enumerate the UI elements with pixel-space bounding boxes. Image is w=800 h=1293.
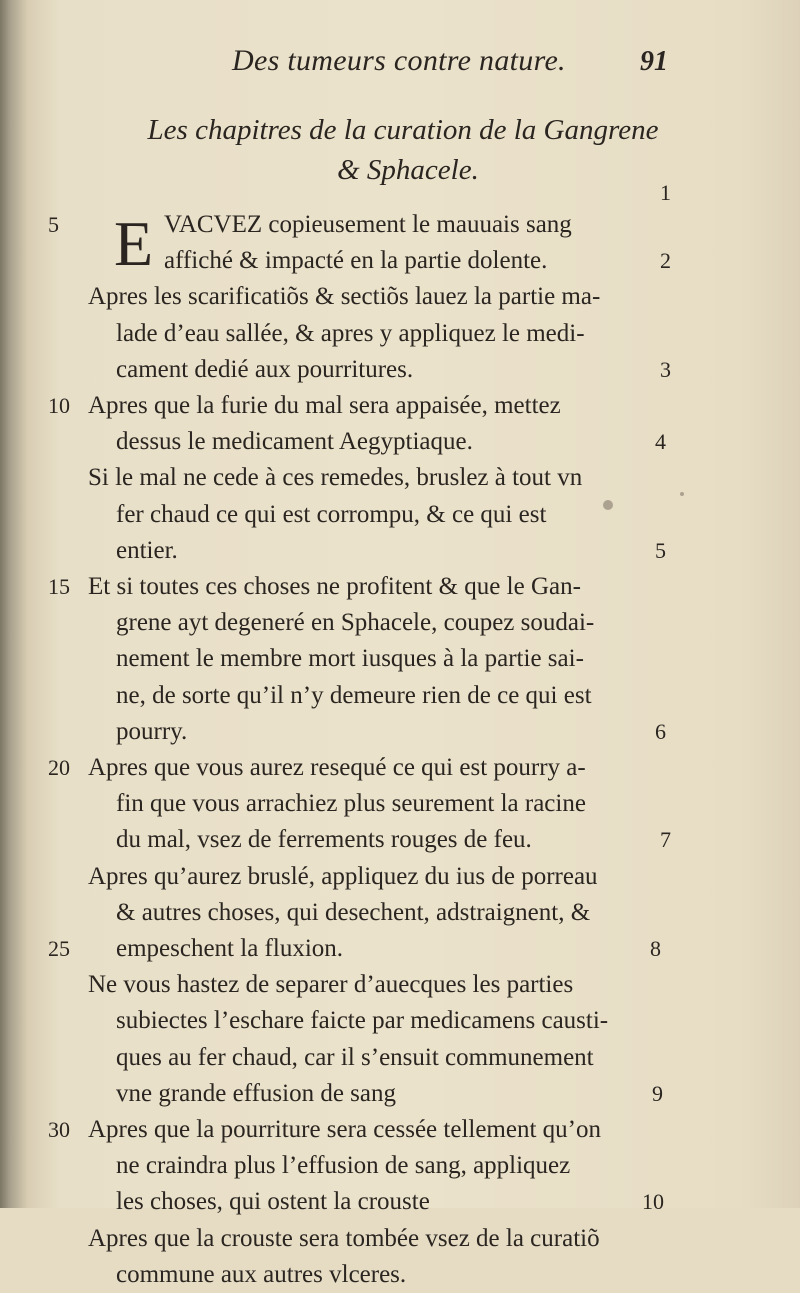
- page-number: 91: [640, 46, 668, 77]
- text-line: [0, 786, 800, 822]
- line-text: Apres qu’aurez bruslé, appliquez du ius de porreau: [88, 862, 598, 890]
- running-title: Des tumeurs contre nature.: [232, 44, 566, 77]
- line-text: Apres que vous aurez resequé ce qui est pourry a-: [88, 754, 586, 781]
- line-text: cament dedié aux pourritures.: [116, 355, 414, 383]
- ink-blot: [603, 500, 613, 510]
- text-line: [0, 243, 800, 279]
- line-text: Ne vous hastez de separer d’auecques les parties: [88, 971, 574, 999]
- line-text: affiché & impacté en la partie dolente.: [164, 247, 548, 275]
- text-line: [0, 1040, 800, 1076]
- text-line: [0, 967, 800, 1003]
- text-line: [0, 569, 800, 605]
- text-line: [0, 1076, 800, 1112]
- line-text: ques au fer chaud, car il s’ensuit communement: [116, 1043, 594, 1071]
- verse-number: 6: [655, 718, 666, 744]
- verse-number: 7: [660, 827, 671, 853]
- line-text: fer chaud ce qui est corrompu, & ce qui est: [116, 500, 547, 528]
- text-line: [0, 279, 800, 315]
- text-line: [0, 207, 800, 243]
- verse-number: 5: [655, 537, 666, 563]
- margin-line-number: 10: [48, 393, 70, 418]
- text-line: [0, 460, 800, 496]
- text-line: [0, 714, 800, 750]
- text-line: [0, 859, 800, 895]
- text-line: [0, 1184, 800, 1220]
- verse-number-1: 1: [660, 180, 671, 205]
- margin-line-number: 25: [48, 936, 70, 961]
- chapter-heading-line-1: Les chapitres de la curation de la Gangrene: [147, 114, 659, 146]
- line-text: Et si toutes ces choses ne profitent & que le Gan-: [88, 573, 581, 600]
- chapter-heading-line-2: & Sphacele.: [337, 154, 479, 186]
- text-line: [0, 1003, 800, 1039]
- text-line: [0, 605, 800, 641]
- verse-number: 8: [650, 936, 661, 961]
- verse-number: 9: [652, 1080, 663, 1106]
- text-line: [0, 1257, 800, 1293]
- drop-cap: E: [114, 208, 154, 279]
- text-line: [0, 750, 800, 786]
- margin-line-number: 30: [48, 1117, 70, 1142]
- line-text: fin que vous arrachiez plus seurement la racine: [116, 790, 586, 818]
- line-text: lade d’eau sallée, & apres y appliquez le medi-: [116, 319, 585, 347]
- ink-speck: [680, 492, 684, 496]
- text-line: [0, 388, 800, 424]
- verse-number: 4: [655, 429, 666, 455]
- line-text: vne grande effusion de sang: [116, 1079, 397, 1107]
- line-text: grene ayt degeneré en Sphacele, coupez soudai-: [116, 609, 595, 637]
- text-line: [0, 931, 800, 967]
- verse-number: 10: [642, 1189, 664, 1215]
- line-text: & autres choses, qui desechent, adstraignent, &: [116, 898, 591, 926]
- margin-line-number: 5: [48, 212, 59, 237]
- line-text: Apres les scarificatiõs & sectiõs lauez la partie ma-: [88, 283, 601, 311]
- line-text: pourry.: [116, 717, 188, 745]
- line-text: commune aux autres vlceres.: [116, 1260, 407, 1288]
- line-text: Apres que la furie du mal sera appaisée, mettez: [88, 392, 561, 419]
- verse-number: 3: [660, 356, 671, 382]
- line-text: ne, de sorte qu’il n’y demeure rien de ce qui est: [116, 681, 592, 709]
- line-text: Apres que la crouste sera tombée vsez de la curatiõ: [88, 1224, 600, 1252]
- line-text: empeschent la fluxion.: [116, 935, 344, 962]
- text-line: [0, 1221, 800, 1257]
- line-text: dessus le medicament Aegyptiaque.: [116, 428, 473, 456]
- line-text: VACVEZ copieusement le mauuais sang: [164, 211, 572, 238]
- text-line: [0, 424, 800, 460]
- text-line: [0, 1112, 800, 1148]
- line-text: Si le mal ne cede à ces remedes, bruslez à tout vn: [88, 464, 583, 492]
- text-line: [0, 822, 800, 858]
- text-line: [0, 352, 800, 388]
- margin-line-number: 20: [48, 755, 70, 780]
- text-line: [0, 533, 800, 569]
- text-line: [0, 316, 800, 352]
- text-line: [0, 1148, 800, 1184]
- text-line: [0, 895, 800, 931]
- text-line: [0, 497, 800, 533]
- line-text: les choses, qui ostent la crouste: [116, 1188, 430, 1216]
- text-line: [0, 641, 800, 677]
- line-text: entier.: [116, 536, 178, 564]
- verse-number: 2: [660, 248, 671, 274]
- margin-line-number: 15: [48, 574, 70, 599]
- text-line: [0, 678, 800, 714]
- line-text: subiectes l’eschare faicte par medicamens causti-: [116, 1007, 609, 1035]
- line-text: Apres que la pourriture sera cessée tellement qu’on: [88, 1116, 601, 1143]
- line-text: ne craindra plus l’effusion de sang, appliquez: [116, 1152, 571, 1180]
- line-text: du mal, vsez de ferrements rouges de feu.: [116, 826, 532, 854]
- line-text: nement le membre mort iusques à la partie sai-: [116, 645, 584, 673]
